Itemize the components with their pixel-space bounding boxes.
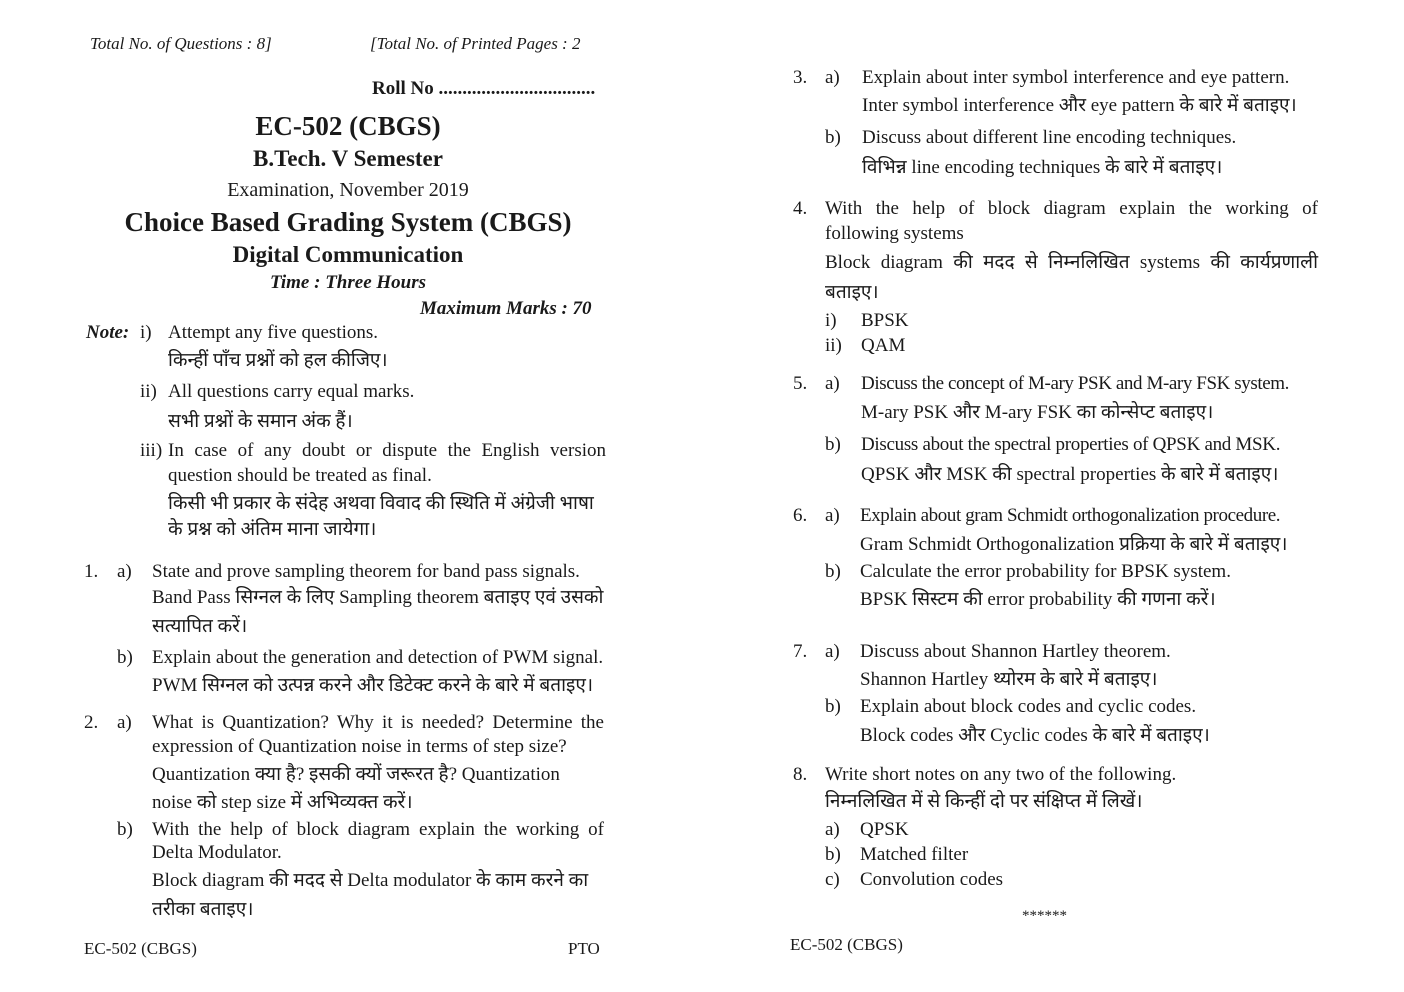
item-text: QPSK xyxy=(860,819,909,840)
note-text-hindi: किन्हीं पाँच प्रश्नों को हल कीजिए। xyxy=(168,350,388,371)
note-text: All questions carry equal marks. xyxy=(168,381,415,402)
question-line: Shannon Hartley थ्योरम के बारे में बताइए। xyxy=(860,669,1158,690)
item-label: c) xyxy=(825,869,840,890)
question-number: 6. xyxy=(793,505,808,526)
question-number: 2. xyxy=(84,712,99,733)
question-line: BPSK सिस्टम की error probability की गणना करें। xyxy=(860,589,1216,610)
question-line: निम्नलिखित में से किन्हीं दो पर संक्षिप्त में लिखें। xyxy=(825,791,1143,812)
time: Time : Three Hours xyxy=(269,272,427,293)
note-text: In case of any doubt or dispute the English version xyxy=(168,440,606,461)
question-line: noise को step size में अभिव्यक्त करें। xyxy=(152,792,413,813)
exam-date: Examination, November 2019 xyxy=(227,179,469,201)
end-mark: ****** xyxy=(1022,908,1067,924)
question-line: With the help of block diagram explain the working of xyxy=(825,198,1318,219)
part-label: a) xyxy=(117,561,132,582)
note-num: i) xyxy=(140,322,152,343)
question-line: बताइए। xyxy=(825,282,879,303)
item-text: BPSK xyxy=(861,310,909,331)
question-line: Discuss about the spectral properties of QPSK and MSK. xyxy=(861,434,1281,455)
part-label: b) xyxy=(825,561,841,582)
question-line: Inter symbol interference और eye pattern के बारे में बताइए। xyxy=(862,95,1297,116)
question-line: What is Quantization? Why it is needed? Determine the xyxy=(152,712,604,733)
note-num: ii) xyxy=(140,381,157,402)
item-label: i) xyxy=(825,310,837,331)
part-label: a) xyxy=(825,641,840,662)
question-number: 5. xyxy=(793,373,808,394)
question-line: Calculate the error probability for BPSK system. xyxy=(860,561,1231,582)
part-label: a) xyxy=(825,67,840,88)
question-number: 3. xyxy=(793,67,808,88)
question-line: Write short notes on any two of the following. xyxy=(825,764,1177,785)
question-line: PWM सिग्नल को उत्पन्न करने और डिटेक्ट करने के बारे में बताइए। xyxy=(152,675,594,696)
question-line: Discuss about Shannon Hartley theorem. xyxy=(860,641,1171,662)
note-text-hindi: के प्रश्न को अंतिम माना जायेगा। xyxy=(168,519,377,540)
note-text: question should be treated as final. xyxy=(168,465,432,486)
question-number: 4. xyxy=(793,198,808,219)
part-label: b) xyxy=(825,434,841,455)
max-marks: Maximum Marks : 70 xyxy=(420,298,592,319)
grading-system: Choice Based Grading System (CBGS) xyxy=(124,207,572,237)
question-line: Block diagram की मदद से निम्नलिखित systems की कार्यप्रणाली xyxy=(825,252,1318,273)
part-label: a) xyxy=(117,712,132,733)
item-label: ii) xyxy=(825,335,842,356)
part-label: b) xyxy=(117,819,133,840)
question-number: 1. xyxy=(84,561,99,582)
question-line: State and prove sampling theorem for band pass signals. xyxy=(152,561,580,582)
question-line: विभिन्न line encoding techniques के बारे में बताइए। xyxy=(862,157,1223,178)
question-number: 7. xyxy=(793,641,808,662)
question-line: Discuss about different line encoding techniques. xyxy=(862,127,1237,148)
note-label: Note: xyxy=(86,322,130,343)
question-line: expression of Quantization noise in terms of step size? xyxy=(152,736,567,757)
item-text: Convolution codes xyxy=(860,869,1004,890)
question-line: QPSK और MSK की spectral properties के बारे में बताइए। xyxy=(861,464,1279,485)
paper-code: EC-502 (CBGS) xyxy=(255,111,441,141)
item-text: Matched filter xyxy=(860,844,969,865)
question-line: Discuss the concept of M-ary PSK and M-ary FSK system. xyxy=(861,373,1290,394)
question-line: तरीका बताइए। xyxy=(152,899,254,920)
question-line: Explain about gram Schmidt orthogonalization procedure. xyxy=(860,505,1281,526)
part-label: a) xyxy=(825,373,840,394)
question-line: Block codes और Cyclic codes के बारे में बताइए। xyxy=(860,725,1210,746)
question-line: सत्यापित करें। xyxy=(152,616,248,637)
footer-code: EC-502 (CBGS) xyxy=(790,935,903,954)
item-text: QAM xyxy=(861,335,906,356)
question-line: With the help of block diagram explain the working of xyxy=(152,819,604,840)
question-line: Band Pass सिग्नल के लिए Sampling theorem बताइए एवं उसको xyxy=(152,587,604,608)
footer-pto: PTO xyxy=(568,939,600,958)
question-line: Explain about inter symbol interference and eye pattern. xyxy=(862,67,1290,88)
roll-no: Roll No ................................. xyxy=(372,78,596,99)
item-label: a) xyxy=(825,819,840,840)
part-label: b) xyxy=(825,127,841,148)
question-line: Quantization क्या है? इसकी क्यों जरूरत है? Quantization xyxy=(152,764,560,785)
course: B.Tech. V Semester xyxy=(253,146,443,171)
part-label: b) xyxy=(825,696,841,717)
note-text: Attempt any five questions. xyxy=(168,322,379,343)
question-line: Explain about block codes and cyclic codes. xyxy=(860,696,1197,717)
subject: Digital Communication xyxy=(232,242,464,267)
question-line: Explain about the generation and detection of PWM signal. xyxy=(152,647,604,668)
note-num: iii) xyxy=(140,440,163,461)
total-questions: Total No. of Questions : 8] xyxy=(90,34,272,53)
footer-code: EC-502 (CBGS) xyxy=(84,939,197,958)
question-line: M-ary PSK और M-ary FSK का कोन्सेप्ट बताइए। xyxy=(861,402,1214,423)
question-number: 8. xyxy=(793,764,808,785)
note-text-hindi: सभी प्रश्नों के समान अंक हैं। xyxy=(168,411,353,432)
part-label: b) xyxy=(117,647,133,668)
question-line: Delta Modulator. xyxy=(152,842,282,863)
question-line: following systems xyxy=(825,223,964,244)
question-line: Gram Schmidt Orthogonalization प्रक्रिया के बारे में बताइए। xyxy=(860,534,1288,555)
total-pages: [Total No. of Printed Pages : 2 xyxy=(370,34,581,53)
item-label: b) xyxy=(825,844,841,865)
part-label: a) xyxy=(825,505,840,526)
note-text-hindi: किसी भी प्रकार के संदेह अथवा विवाद की स्थिति में अंग्रेजी भाषा xyxy=(168,493,594,514)
question-line: Block diagram की मदद से Delta modulator के काम करने का xyxy=(152,870,589,891)
